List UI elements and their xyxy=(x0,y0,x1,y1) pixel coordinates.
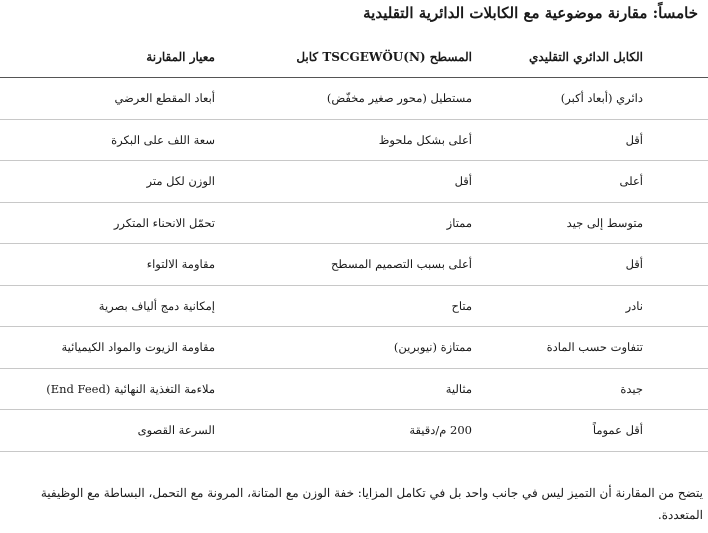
cell-criterion: أبعاد المقطع العرضي xyxy=(0,78,225,120)
cell-criterion: مقاومة الزيوت والمواد الكيميائية xyxy=(0,327,225,369)
section-heading: خامساً: مقارنة موضوعية مع الكابلات الدائرية التقليدية xyxy=(363,4,698,22)
cell-criterion: تحمّل الانحناء المتكرر xyxy=(0,202,225,244)
cell-traditional: نادر xyxy=(478,285,708,327)
cell-flat: أعلى بسبب التصميم المسطح xyxy=(225,244,478,286)
cell-traditional: دائري (أبعاد أكبر) xyxy=(478,78,708,120)
cell-flat: مستطيل (محور صغير مخفّض) xyxy=(225,78,478,120)
table-row xyxy=(0,244,708,286)
cell-criterion: سعة اللف على البكرة xyxy=(0,119,225,161)
cell-traditional: أقل عموماً xyxy=(478,410,708,452)
cell-criterion: الوزن لكل متر xyxy=(0,161,225,203)
table-row xyxy=(0,327,708,369)
table-row xyxy=(0,161,708,203)
cell-traditional: متوسط إلى جيد xyxy=(478,202,708,244)
cell-flat: 200 م/دقيقة xyxy=(225,410,478,452)
table-row xyxy=(0,202,708,244)
cell-traditional: أعلى xyxy=(478,161,708,203)
table-row xyxy=(0,78,708,120)
cell-criterion: السرعة القصوى xyxy=(0,410,225,452)
cell-traditional: جيدة xyxy=(478,368,708,410)
table-header-row xyxy=(0,36,708,78)
header-criterion: معيار المقارنة xyxy=(0,36,225,78)
comparison-table xyxy=(0,36,708,452)
cell-criterion: مقاومة الالتواء xyxy=(0,244,225,286)
header-traditional-cable: الكابل الدائري التقليدي xyxy=(478,36,708,78)
table-row xyxy=(0,368,708,410)
cell-flat: متاح xyxy=(225,285,478,327)
table-row xyxy=(0,119,708,161)
summary-paragraph: يتضح من المقارنة أن التميز ليس في جانب واحد بل في تكامل المزايا: خفة الوزن مع المتانة، المرونة مع التحمل، البساطة مع الوظيفية المتعددة. xyxy=(40,486,703,522)
cell-criterion: إمكانية دمج ألياف بصرية xyxy=(0,285,225,327)
cell-traditional: تتفاوت حسب المادة xyxy=(478,327,708,369)
cell-flat: أقل xyxy=(225,161,478,203)
header-flat-cable: المسطح (N)TSCGEWÖU كابل xyxy=(225,36,478,78)
cell-traditional: أقل xyxy=(478,244,708,286)
cell-flat: ممتازة (نيوبرين) xyxy=(225,327,478,369)
cell-criterion: ملاءمة التغذية النهائية (End Feed) xyxy=(0,368,225,410)
table-row xyxy=(0,285,708,327)
cell-flat: مثالية xyxy=(225,368,478,410)
cell-flat: أعلى بشكل ملحوظ xyxy=(225,119,478,161)
table-row xyxy=(0,410,708,452)
cell-traditional: أقل xyxy=(478,119,708,161)
cell-flat: ممتاز xyxy=(225,202,478,244)
